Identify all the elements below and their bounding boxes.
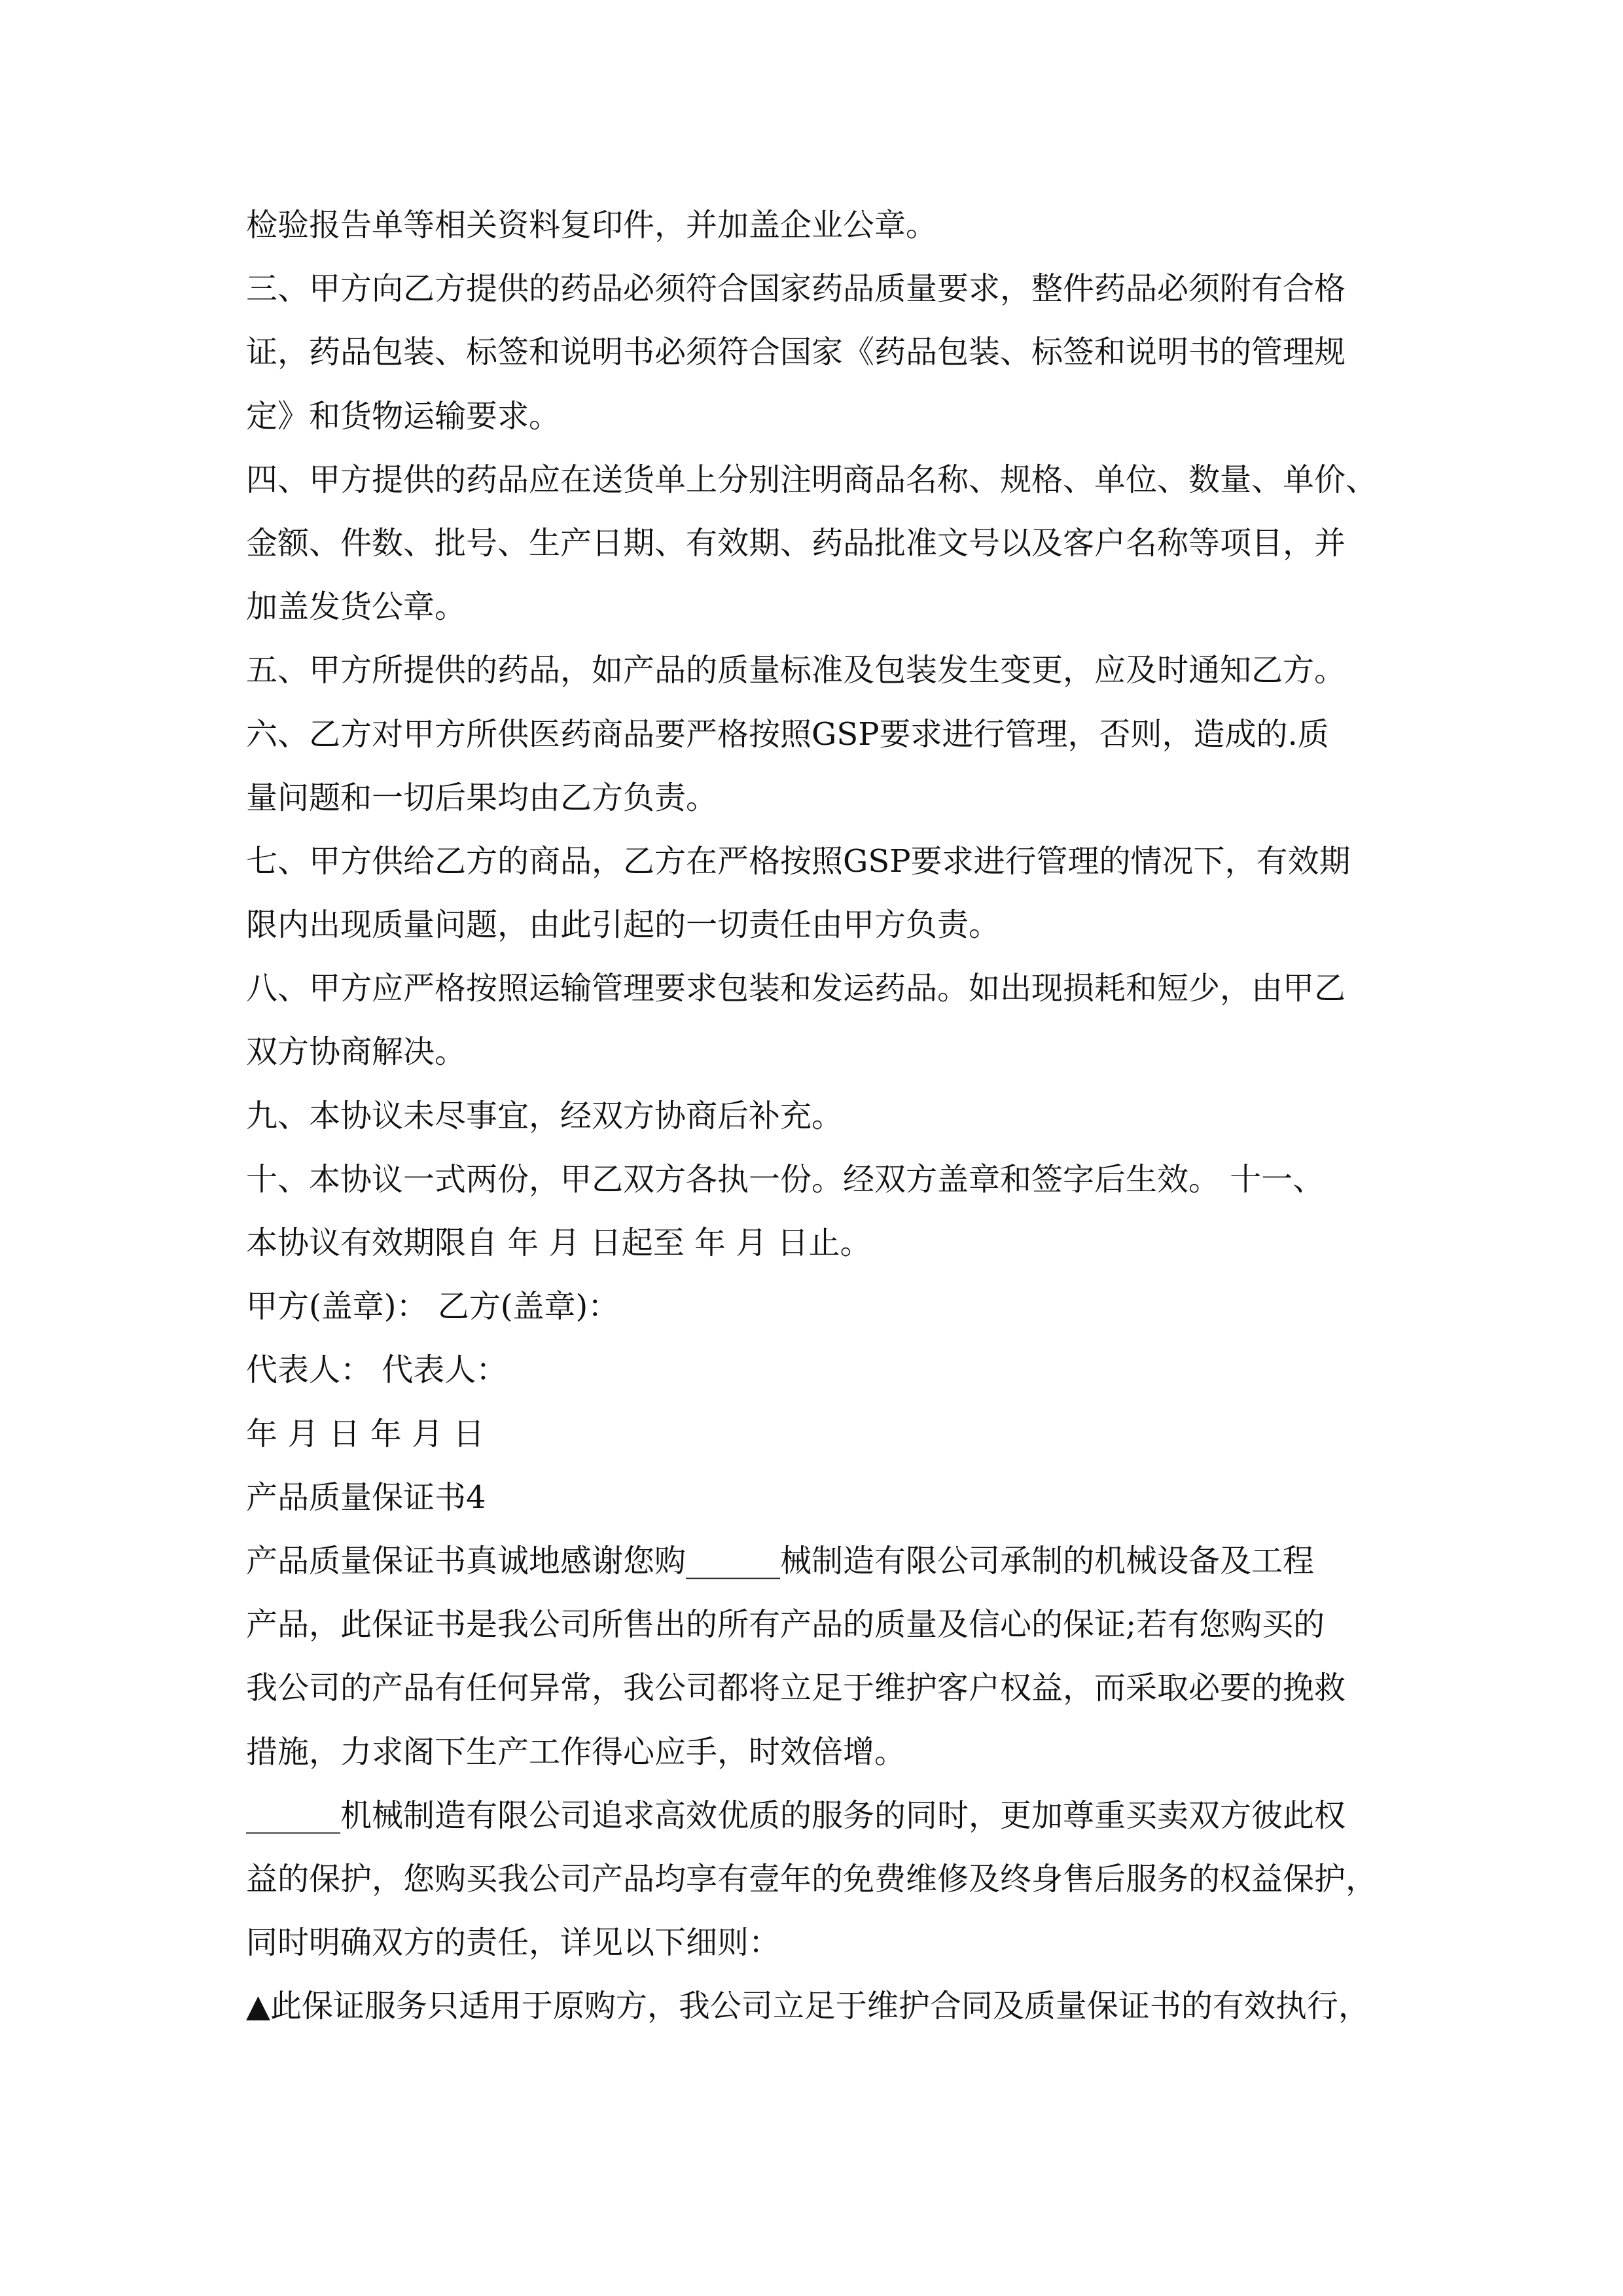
- text-line: 五、甲方所提供的药品，如产品的质量标准及包装发生变更，应及时通知乙方。: [246, 652, 1346, 689]
- section-title: 产品质量保证书4: [246, 1479, 486, 1516]
- text-line: 限内出现质量问题，由此引起的一切责任由甲方负责。: [246, 906, 1001, 944]
- text-line: 益的保护，您购买我公司产品均享有壹年的免费维修及终身售后服务的权益保护，: [246, 1860, 1378, 1897]
- text-line: 七、甲方供给乙方的商品，乙方在严格按照GSP要求进行管理的情况下，有效期: [246, 842, 1351, 880]
- text-line: 四、甲方提供的药品应在送货单上分别注明商品名称、规格、单位、数量、单价、: [246, 461, 1378, 498]
- text-line: 检验报告单等相关资料复印件，并加盖企业公章。: [246, 207, 938, 243]
- text-line: 九、本协议未尽事宜，经双方协商后补充。: [246, 1097, 844, 1134]
- text-line: 定》和货物运输要求。: [246, 397, 561, 435]
- text-line: ▲此保证服务只适用于原购方，我公司立足于维护合同及质量保证书的有效执行，: [246, 1988, 1370, 2025]
- text-line: 同时明确双方的责任，详见以下细则：: [246, 1924, 781, 1962]
- text-line: 我公司的产品有任何异常，我公司都将立足于维护客户权益，而采取必要的挽救: [246, 1670, 1346, 1707]
- signature-representative-line: 代表人： 代表人：: [246, 1352, 508, 1389]
- text-line: ______机械制造有限公司追求高效优质的服务的同时，更加尊重买卖双方彼此权: [246, 1797, 1346, 1834]
- text-line: 证，药品包装、标签和说明书必须符合国家《药品包装、标签和说明书的管理规: [246, 334, 1346, 371]
- text-line: 六、乙方对甲方所供医药商品要严格按照GSP要求进行管理，否则，造成的.质: [246, 715, 1329, 753]
- text-line: 三、甲方向乙方提供的药品必须符合国家药品质量要求，整件药品必须附有合格: [246, 270, 1346, 308]
- document-body: [246, 194, 1418, 2038]
- text-line: 十、本协议一式两份，甲乙双方各执一份。经双方盖章和签字后生效。 十一、: [246, 1160, 1325, 1198]
- text-line: 产品质量保证书真诚地感谢您购______械制造有限公司承制的机械设备及工程: [246, 1542, 1315, 1579]
- text-line: 金额、件数、批号、生产日期、有效期、药品批准文号以及客户名称等项目，并: [246, 524, 1346, 562]
- signature-date-line: 年 月 日 年 月 日: [246, 1415, 485, 1452]
- text-line: 量问题和一切后果均由乙方负责。: [246, 779, 718, 816]
- text-line: 双方协商解决。: [246, 1033, 467, 1071]
- text-line: 产品，此保证书是我公司所售出的所有产品的质量及信心的保证;若有您购买的: [246, 1606, 1325, 1643]
- text-line: 措施，力求阁下生产工作得心应手，时效倍增。: [246, 1733, 906, 1770]
- text-line: 加盖发货公章。: [246, 588, 467, 626]
- text-line: 八、甲方应严格按照运输管理要求包装和发运药品。如出现损耗和短少，由甲乙: [246, 970, 1346, 1007]
- text-line: 本协议有效期限自 年 月 日起至 年 月 日止。: [246, 1225, 872, 1261]
- signature-party-line: 甲方(盖章)： 乙方(盖章)：: [246, 1288, 620, 1325]
